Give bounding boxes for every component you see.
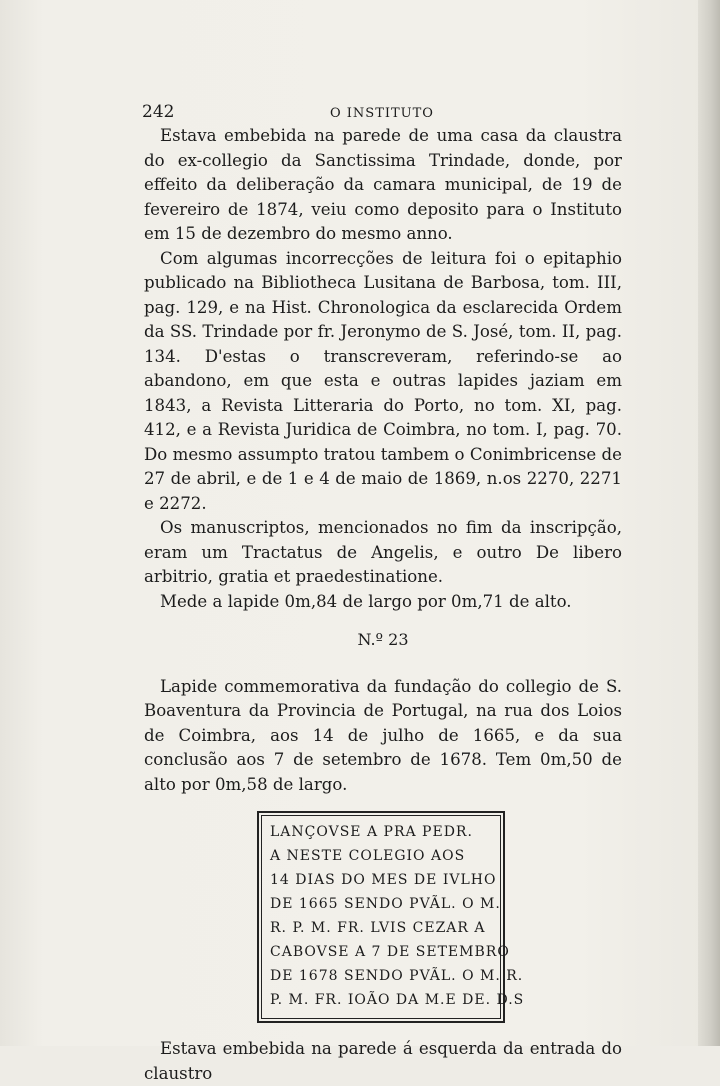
text-block bbox=[144, 100, 622, 1086]
inscription-line: LANÇOVSE A PRA PEDR. bbox=[270, 824, 473, 840]
inscription-line: A NESTE COLEGIO AOS bbox=[270, 848, 466, 864]
paragraph-2: Com algumas incorrecções de leitura foi o epitaphio publicado na Bibliotheca Lusitana de Barbosa, tom. III, pag. 129, e na Hist. Chronologica da esclarecida Ordem da SS. Trindade por fr. Jeronymo de S. José, tom. II, pag. 134. D'estas o transcreveram, referindo-se ao abandono, em que esta e outras lapides jaziam em 1843, a Revista Litteraria do Porto, no tom. XI, pag. 412, e a Revista Juridica de Coimbra, no tom. I, pag. 70. Do mesmo assumpto tratou tambem o Conimbricense de 27 de abril, e de 1 e 4 de maio de 1869, n.os 2270, 2271 e 2272. bbox=[144, 248, 622, 513]
inscription-line: DE 1665 SENDO PVÃL. O M. bbox=[270, 896, 501, 912]
inscription-line: P. M. FR. IOÃO DA M.E DE. D.S bbox=[270, 992, 525, 1008]
inscription-text bbox=[261, 815, 525, 1019]
inscription-line: 14 DIAS DO MES DE IVLHO bbox=[270, 872, 497, 888]
paragraph-1: Estava embebida na parede de uma casa da claustra do ex-collegio da Sanctissima Trindade, donde, por effeito da deliberação da camara municipal, de 19 de fevereiro de 1874, veiu como deposito para o Instituto em 15 de dezembro do mesmo anno. bbox=[144, 126, 622, 243]
section-number: N.º 23 bbox=[357, 630, 409, 649]
paragraph-3: Os manuscriptos, mencionados no fim da inscripção, eram um Tractatus de Angelis, e outro De libero arbitrio, gratia et praedestinatione. bbox=[144, 518, 622, 586]
inscription-line: DE 1678 SENDO PVÃL. O M. R. bbox=[270, 968, 524, 984]
inscription-line: R. P. M. FR. LVIS CEZAR A bbox=[270, 920, 486, 936]
running-title: O INSTITUTO bbox=[330, 106, 434, 121]
page-edge bbox=[698, 0, 720, 1046]
paragraph-4: Mede a lapide 0m,84 de largo por 0m,71 de alto. bbox=[160, 591, 572, 611]
closing-line: Estava embebida na parede á esquerda da entrada do claustro bbox=[144, 1039, 622, 1083]
section-paragraph: Lapide commemorativa da fundação do collegio de S. Boaventura da Provincia de Portugal, na rua dos Loios de Coimbra, aos 14 de julho de 1665, e da sua conclusão aos 7 de setembro de 1678. Tem 0m,50 de alto por 0m,58 de largo. bbox=[144, 676, 622, 794]
page-number: 242 bbox=[142, 102, 175, 122]
page-header bbox=[144, 100, 622, 124]
inscription-line: CABOVSE A 7 DE SETEMBRO bbox=[270, 944, 510, 960]
inscription-box bbox=[257, 811, 525, 1023]
